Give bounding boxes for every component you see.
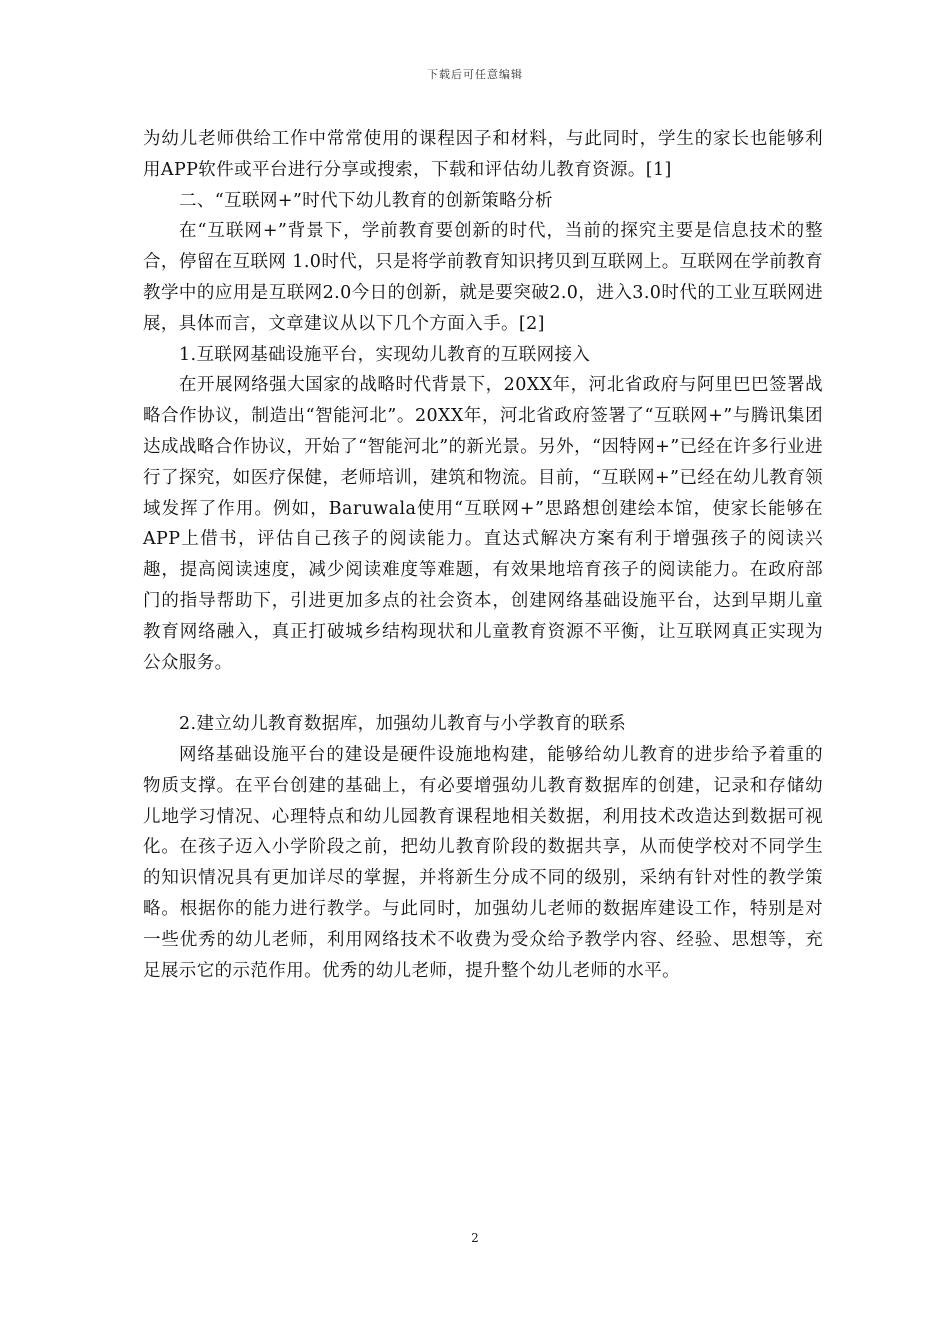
subsection-heading-2: 2.建立幼儿教育数据库，加强幼儿教育与小学教育的联系 <box>179 714 627 735</box>
paragraph-continued: 为幼儿老师供给工作中常常使用的课程因子和材料，与此同时，学生的家长也能够利用APP软件或平台进行分享或搜索，下载和评估幼儿教育资源。[1] <box>143 129 823 180</box>
paragraph-infrastructure-platform: 在开展网络强大国家的战略时代背景下，20XX年，河北省政府与阿里巴巴签署战略合作协议，制造出“智能河北”。20XX年，河北省政府签署了“互联网+”与腾讯集团达成战略合作协议，开始了“智能河北”的新光景。另外，“因特网+”已经在许多行业进行了探究，如医疗保健，老师培训，建筑和物流。目前，“互联网+”已经在幼儿教育领域发挥了作用。例如，Baruwala使用“互联网+”思路想创建绘本馆，使家长能够在APP上借书，评估自己孩子的阅读能力。直达式解决方案有利于增强孩子的阅读兴趣，提高阅读速度，减少阅读难度等难题，有效果地培育孩子的阅读能力。在政府部门的指导帮助下，引进更加多点的社会资本，创建网络基础设施平台，达到早期儿童教育网络融入，真正打破城乡结构现状和儿童教育资源不平衡，让互联网真正实现为公众服务。 <box>143 375 823 673</box>
section-heading-2: 二、“互联网+”时代下幼儿教育的创新策略分析 <box>179 190 553 211</box>
subsection-heading-1: 1.互联网基础设施平台，实现幼儿教育的互联网接入 <box>179 344 591 365</box>
paragraph-spacer <box>143 678 823 709</box>
paragraph-education-database: 网络基础设施平台的建设是硬件设施地构建，能够给幼儿教育的进步给予着重的物质支撑。在平台创建的基础上，有必要增强幼儿教育数据库的创建，记录和存储幼儿地学习情况、心理特点和幼儿园教育课程地相关数据，利用技术改造达到数据可视化。在孩子迈入小学阶段之前，把幼儿教育阶段的数据共享，从而使学校对不同学生的知识情况具有更加详尽的掌握，并将新生分成不同的级别，采纳有针对性的教学策略。根据你的能力进行教学。与此同时，加强幼儿老师的数据库建设工作，特别是对一些优秀的幼儿老师，利用网络技术不收费为受众给予教学内容、经验、思想等，充足展示它的示范作用。优秀的幼儿老师，提升整个幼儿老师的水平。 <box>143 744 823 981</box>
page-header-note: 下载后可任意编辑 <box>427 68 523 81</box>
document-body <box>143 124 823 986</box>
page-number: 2 <box>471 1231 479 1245</box>
paragraph-internet-plus-background: 在“互联网+”背景下，学前教育要创新的时代，当前的探究主要是信息技术的整合，停留在互联网 1.0时代，只是将学前教育知识拷贝到互联网上。互联网在学前教育教学中的应用是互联网2.0今日的创新，就是要突破2.0，进入3.0时代的工业互联网进展，具体而言，文章建议从以下几个方面入手。[2] <box>143 221 823 334</box>
